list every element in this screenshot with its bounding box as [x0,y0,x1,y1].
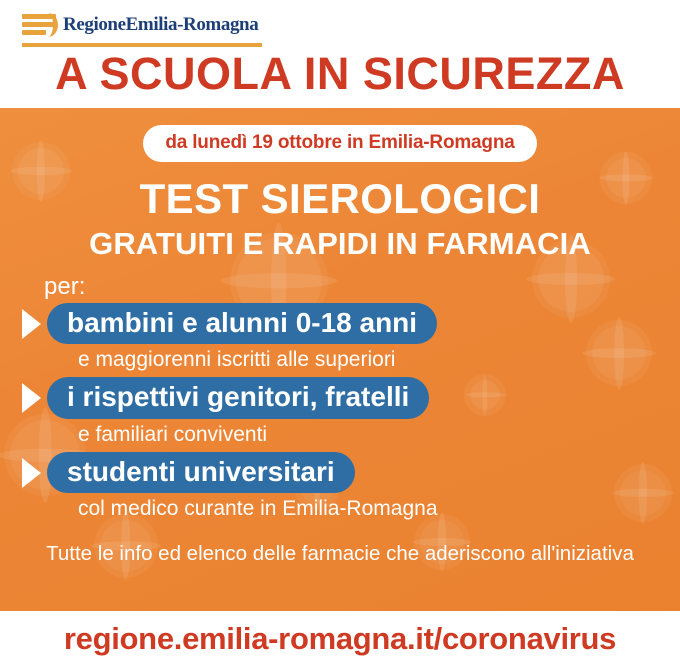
website-url[interactable]: regione.emilia-romagna.it/coronavirus [63,621,617,656]
arrow-right-icon [22,458,41,488]
audience-note: e maggiorenni iscritti alle superiori [78,348,396,372]
list-item [22,303,680,371]
audience-note: e familiari conviventi [78,422,268,446]
date-pill-wrapper [0,125,680,162]
title-sub: GRATUITI E RAPIDI IN FARMACIA [89,226,591,261]
audience-pill: bambini e alunni 0-18 anni [47,303,437,344]
list-item [22,377,680,445]
logo-underline [22,43,262,47]
url-bar [0,611,680,667]
audience-pill: studenti universitari [47,452,355,493]
list-item [22,452,680,520]
regione-logo-text: RegioneEmilia-Romagna [63,14,259,35]
poster-headline: A SCUOLA IN SICUREZZA [55,48,625,99]
audience-list [22,303,680,520]
arrow-right-icon [22,309,41,339]
regione-logo-mark-icon [22,12,56,38]
poster-header [0,0,680,108]
title-main: TEST SIEROLOGICI [139,175,541,222]
arrow-right-icon [22,383,41,413]
footer-info-text: Tutte le info ed elenco delle farmacie che aderiscono all'iniziativa [46,542,634,566]
audience-pill: i rispettivi genitori, fratelli [47,377,429,418]
audience-note: col medico curante in Emilia-Romagna [78,497,438,521]
date-badge: da lunedì 19 ottobre in Emilia-Romagna [143,125,536,162]
regione-logo [0,8,680,42]
per-label: per: [44,273,86,300]
